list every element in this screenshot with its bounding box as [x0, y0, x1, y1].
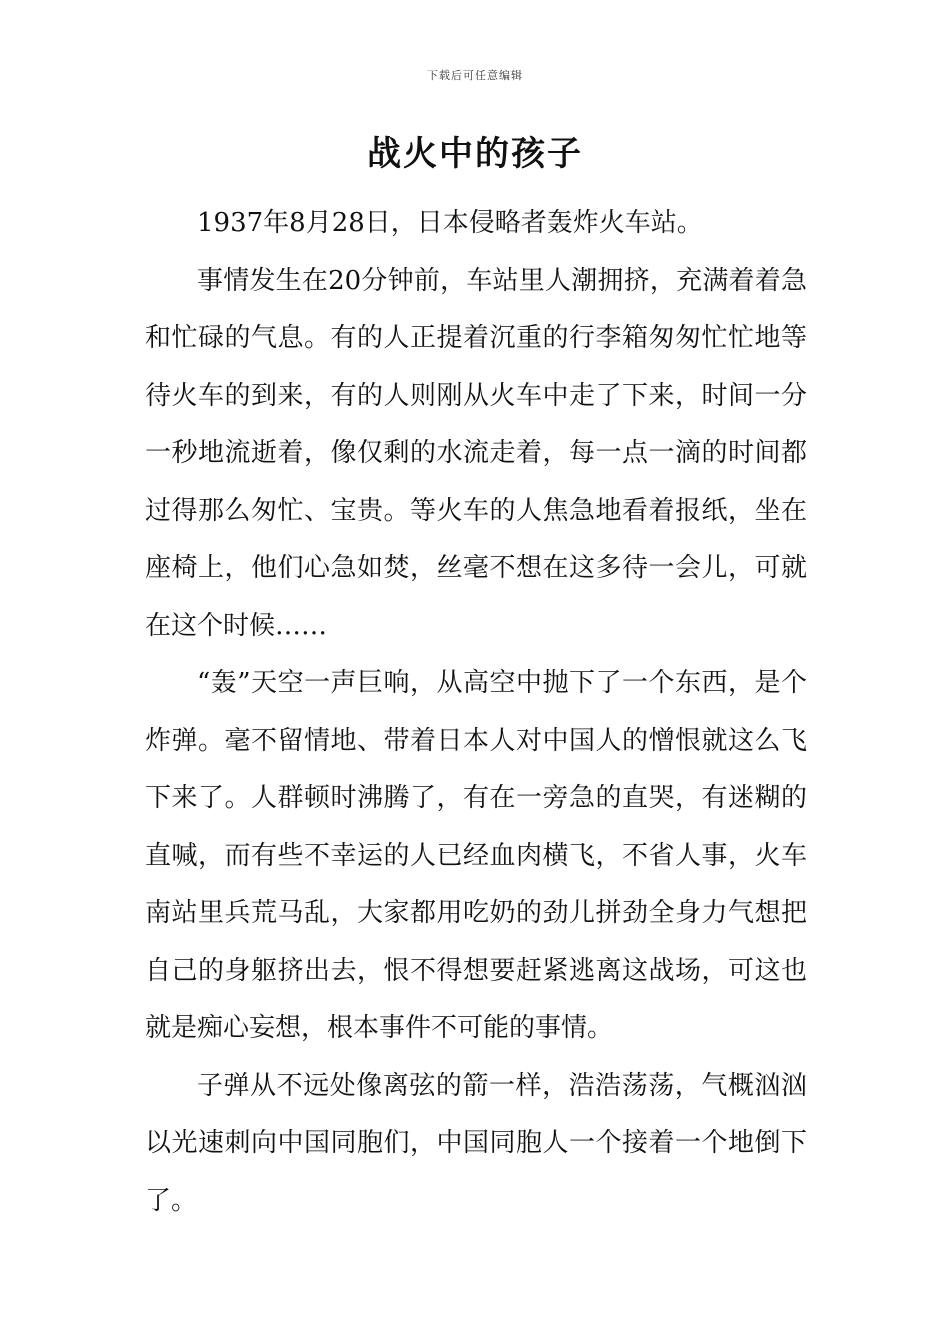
- document-title: 战火中的孩子: [367, 134, 583, 174]
- paragraph: 子弹从不远处像离弦的箭一样，浩浩荡荡，气概汹汹以光速刺向中国同胞们，中国同胞人一个接着一个地倒下了。: [145, 1070, 807, 1216]
- paragraph: 事情发生在20分钟前，车站里人潮拥挤，充满着着急和忙碌的气息。有的人正提着沉重的行李箱匆匆忙忙地等待火车的到来，有的人则刚从火车中走了下来，时间一分一秒地流逝着，像仅剩的水流走着，每一点一滴的时间都过得那么匆忙、宝贵。等火车的人焦急地看着报纸，坐在座椅上，他们心急如焚，丝毫不想在这多待一会儿，可就在这个时候……: [145, 265, 807, 641]
- document-body: [145, 195, 807, 1230]
- header-note: 下载后可任意编辑: [427, 69, 523, 82]
- paragraph: “轰”天空一声巨响，从高空中抛下了一个东西，是个炸弹。毫不留情地、带着日本人对中国人的憎恨就这么飞下来了。人群顿时沸腾了，有在一旁急的直哭，有迷糊的直喊，而有些不幸运的人已经血肉横飞，不省人事，火车南站里兵荒马乱，大家都用吃奶的劲儿拼劲全身力气想把自己的身躯挤出去，恨不得想要赶紧逃离这战场，可这也就是痴心妄想，根本事件不可能的事情。: [145, 668, 807, 1043]
- paragraph: 1937年8月28日，日本侵略者轰炸火车站。: [197, 208, 703, 238]
